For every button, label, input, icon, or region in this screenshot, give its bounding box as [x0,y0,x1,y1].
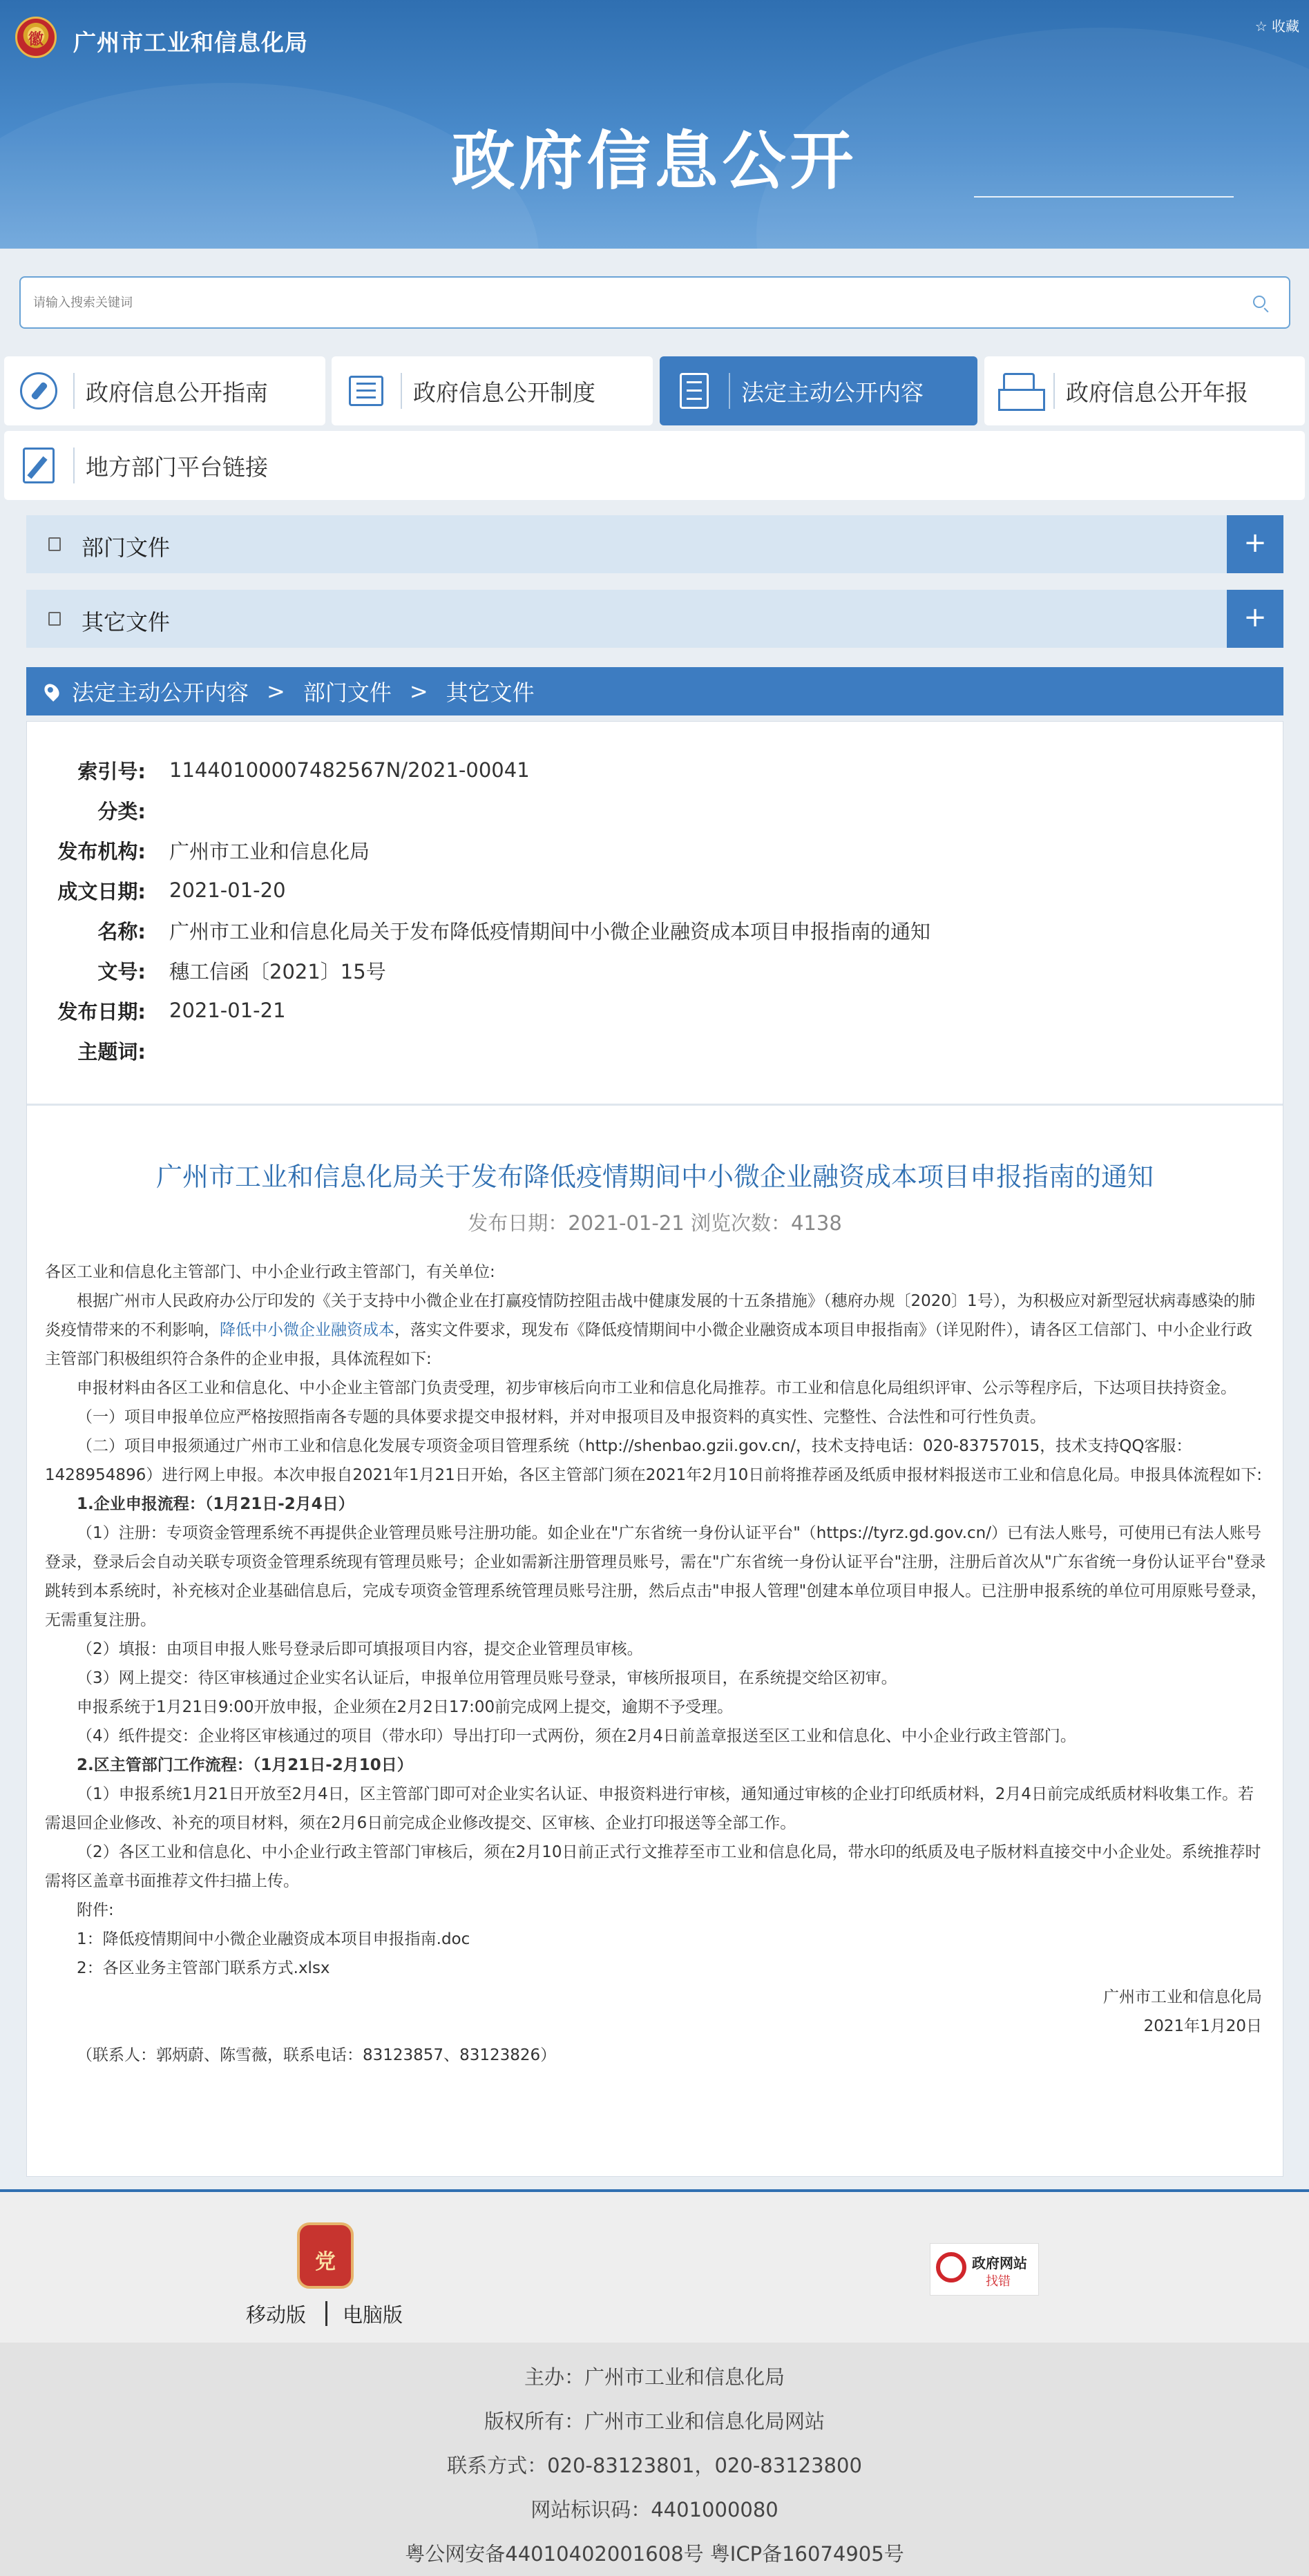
paragraph: （一）项目申报单位应严格按照指南各专题的具体要求提交申报材料，并对申报项目及申报资料的真实性、完整性、合法性和可行性负责。 [77,1408,1046,1426]
desktop-version-link[interactable]: 电脑版 [343,2303,403,2327]
party-badge-icon[interactable] [297,2222,354,2289]
paragraph: （3）网上提交：待区审核通过企业实名认证后，申报单位用管理员账号登录，审核所报项目，在系统提交给区初审。 [77,1669,897,1687]
edit-link-icon [23,448,55,483]
footer-site-id: 网站标识码：4401000080 [531,2498,778,2521]
meta-key: 主题词: [77,1039,146,1064]
article-meta: 发布日期：2021-01-21 浏览次数：4138 [468,1211,842,1235]
attachment-link[interactable]: 1：降低疫情期间中小微企业融资成本项目申报指南.doc [77,1930,470,1948]
tab-annual-report[interactable] [984,356,1305,425]
tab-disclosure-guide[interactable] [4,356,325,425]
tab-label: 政府信息公开年报 [1066,378,1248,406]
breadcrumb-item[interactable]: 法定主动公开内容 [72,680,249,706]
meta-key: 发布机构: [57,839,146,863]
paragraph: 各区工业和信息化主管部门、中小企业行政主管部门，有关单位: [45,1263,495,1281]
paragraph: 申报材料由各区工业和信息化、中小企业主管部门负责受理，初步审核后向市工业和信息化局推荐。市工业和信息化局组织评审、公示等程序后，下达项目扶持资金。 [77,1379,1236,1397]
meta-value: 2021-01-21 [169,999,286,1022]
tab-statutory-content[interactable] [660,356,977,425]
site-name[interactable]: 广州市工业和信息化局 [73,29,308,56]
meta-row-name [27,916,930,944]
paragraph: 申报系统于1月21日9:00开放申报，企业须在2月2日17:00前完成网上提交，逾期不予受理。 [77,1698,734,1716]
favorite-link[interactable]: ☆ 收藏 [1254,18,1299,35]
accordion-label: 其它文件 [82,609,171,635]
article-body [45,1258,1268,2070]
meta-row-doc-no [27,957,386,984]
emblem-glyph: 徽 [28,31,44,48]
accordion-other-files[interactable] [26,590,1283,648]
title-underline [974,196,1234,198]
mobile-version-link[interactable]: 移动版 [246,2303,307,2327]
meta-value: 广州市工业和信息化局关于发布降低疫情期间中小微企业融资成本项目申报指南的通知 [169,919,931,943]
tab-label: 政府信息公开指南 [86,378,268,406]
section-heading: 2.区主管部门工作流程：（1月21日-2月10日） [77,1756,413,1774]
badge-glyph: 党 [315,2250,336,2274]
national-emblem-icon [15,17,57,58]
section-heading: 1.企业申报流程：（1月21日-2月4日） [77,1495,354,1513]
meta-key: 名称: [97,919,146,943]
tab-label: 地方部门平台链接 [86,453,268,481]
meta-key: 分类: [97,799,146,823]
breadcrumb [26,667,1283,715]
jiucuo-title: 政府网站 [972,2255,1027,2271]
file-icon [48,612,61,626]
paragraph: （1）申报系统1月21日开放至2月4日，区主管部门即可对企业实名认证、申报资料进行审核，通知通过审核的企业打印纸质材料，2月4日前完成纸质材料收集工作。若需退回企业修改、补充的项目材料，须在2月6日前完成企业修改提交、区审核、企业打印报送等全部工作。 [45,1785,1254,1832]
meta-value: 2021-01-20 [169,878,286,902]
paragraph: （1）注册：专项资金管理系统不再提供企业管理员账号注册功能。如企业在"广东省统一身份认证平台"（https://tyrz.gd.gov.cn/）已有法人账号，可使用已有法人账号登录，登录后会自动关联专项资金管理系统现有管理员账号；企业如需新注册管理员账号，需在"广东省统一身份认证平台"注册，注册后首次从"广东省统一身份认证平台"登录跳转到本系统时，补充核对企业基础信息后，完成专项资金管理系统管理员账号注册，然后点击"申报人管理"创建本单位项目申报人。已注册申报系统的单位可用原账号登录，无需重复注册。 [45,1524,1268,1629]
signature-date: 2021年1月20日 [1143,2017,1262,2035]
expand-button[interactable]: + [1227,590,1283,648]
compass-icon [20,372,57,410]
meta-key: 索引号: [77,759,146,783]
breadcrumb-item[interactable]: 部门文件 [303,680,392,706]
divider [325,2301,327,2326]
document-icon [680,373,709,409]
content-card [26,721,1283,2177]
list-icon [349,376,383,406]
text-run: ，落实文件要求，现发布《降低疫情期间中小微企业融资成本项目申报指南》（详见附件），请各区工信部门、中小企业行政主管部门积极组织符合条件的企业申报，具体流程如下: [45,1321,1252,1368]
meta-key: 成文日期: [57,879,146,903]
article-title: 广州市工业和信息化局关于发布降低疫情期间中小微企业融资成本项目申报指南的通知 [155,1162,1154,1192]
paragraph [45,1287,1268,1374]
breadcrumb-item[interactable]: 其它文件 [446,680,535,706]
file-icon [48,537,61,551]
meta-key: 发布日期: [57,999,146,1023]
expand-button[interactable]: + [1227,515,1283,573]
paragraph: （4）纸件提交：企业将区审核通过的项目（带水印）导出打印一式两份，须在2月4日前盖章报送至区工业和信息化、中小企业行政主管部门。 [77,1727,1076,1745]
tab-local-platform-links[interactable] [4,431,1305,500]
search-bar [19,276,1290,329]
paragraph: （2）各区工业和信息化、中小企业行政主管部门审核后，须在2月10日前正式行文推荐至市工业和信息化局，带水印的纸质及电子版材料直接交中小企业处。系统推荐时需将区盖章书面推荐文件扫描上传。 [45,1843,1261,1890]
magnifier-icon [936,2252,966,2282]
search-input[interactable] [33,290,1221,315]
meta-row-publisher [27,836,370,864]
meta-row-index [27,756,530,784]
meta-row-subject [27,1037,169,1064]
chevron-right-icon: > [267,678,285,704]
signature-org: 广州市工业和信息化局 [1103,1988,1262,2006]
meta-row-created [27,876,286,904]
footer-icp[interactable]: 粤公网安备44010402001608号 粤ICP备16074905号 [405,2542,904,2566]
search-icon[interactable] [1253,296,1265,308]
attachment-link[interactable]: 2：各区业务主管部门联系方式.xlsx [77,1959,330,1977]
paragraph: （2）填报：由项目申报人账号登录后即可填报项目内容，提交企业管理员审核。 [77,1640,643,1658]
tab-label: 政府信息公开制度 [413,378,595,406]
tab-disclosure-system[interactable] [332,356,653,425]
meta-value: 11440100007482567N/2021-00041 [169,758,530,782]
accordion-label: 部门文件 [82,535,171,561]
contact-line: （联系人：郭炳蔚、陈雪薇，联系电话：83123857、83123826） [77,2046,557,2064]
meta-key: 文号: [97,959,146,983]
footer-host: 主办：广州市工业和信息化局 [524,2365,785,2389]
chevron-right-icon: > [409,678,428,704]
footer-top [0,2189,1309,2343]
accordion-department-files[interactable] [26,515,1283,573]
jiucuo-sub: 找错 [986,2274,1011,2289]
tab-label: 法定主动公开内容 [741,378,924,406]
attachment-label: 附件: [77,1901,114,1919]
footer-copyright: 版权所有：广州市工业和信息化局网站 [484,2410,825,2433]
site-header [0,0,1309,249]
meta-row-published [27,997,286,1024]
footer-info [0,2343,1309,2576]
highlight-text: 降低中小微企业融资成本 [220,1321,394,1339]
paragraph: （二）项目申报须通过广州市工业和信息化发展专项资金项目管理系统（http://shenbao.gzii.gov.cn/，技术支持电话：020-83757015，技术支持QQ客服：1428954896）进行网上申报。本次申报自2021年1月21日开始，各区主管部门须在2021年2月10日前将推荐函及纸质申报材料报送市工业和信息化局。申报具体流程如下: [45,1437,1262,1484]
meta-row-category [27,796,169,824]
metadata-table [27,722,1283,1106]
meta-value: 广州市工业和信息化局 [169,839,370,863]
page-title: 政府信息公开 [451,124,858,198]
text-run: 根据广州市人民政府办公厅印发的《关于支持中小微企业在打赢疫情防控阻击战中健康发展的十五条措施》（穗府办规〔2020〕1号），为积极应对新型冠状病毒感染的肺炎疫情带来的不利影响， [45,1292,1256,1339]
website-error-report-button[interactable] [930,2243,1039,2296]
footer-contact: 联系方式：020-83123801，020-83123800 [447,2454,862,2477]
report-icon [1003,373,1035,409]
location-pin-icon [41,681,62,702]
meta-value: 穗工信函〔2021〕15号 [169,959,386,983]
